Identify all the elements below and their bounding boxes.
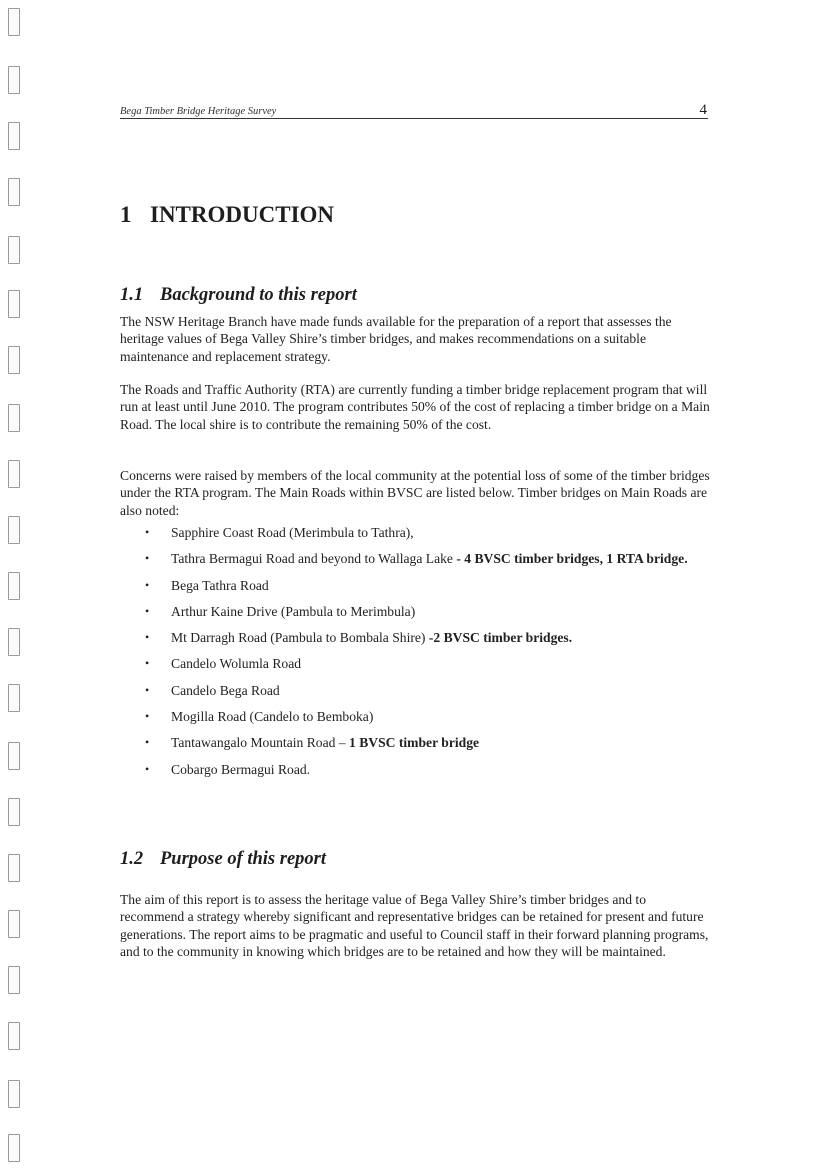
bullet-dot: • bbox=[145, 656, 150, 671]
road-name: Mogilla Road (Candelo to Bemboka) bbox=[171, 709, 374, 725]
binding-hole bbox=[8, 122, 20, 150]
binding-hole bbox=[8, 798, 20, 826]
bullet-dot: • bbox=[145, 761, 150, 776]
list-item bbox=[120, 655, 710, 673]
bullet-dot: • bbox=[145, 735, 150, 750]
binding-hole bbox=[8, 460, 20, 488]
binding-hole bbox=[8, 1080, 20, 1108]
list-item bbox=[120, 577, 710, 595]
binding-hole bbox=[8, 684, 20, 712]
binding-hole bbox=[8, 8, 20, 36]
bullet-dot: • bbox=[145, 630, 150, 645]
running-title: Bega Timber Bridge Heritage Survey bbox=[120, 106, 277, 117]
road-name: Candelo Bega Road bbox=[171, 682, 280, 698]
section-heading bbox=[120, 202, 334, 228]
binding-hole bbox=[8, 516, 20, 544]
list-item bbox=[120, 734, 710, 752]
list-item bbox=[120, 761, 710, 779]
purpose-paragraph: The aim of this report is to assess the heritage value of Bega Valley Shire’s timber bridges and to recommend a strategy whereby significant and representative bridges can be retained for present and future generations. The report aims to be pragmatic and useful to Council staff in their forward planning programs, and to the community in knowing which bridges are to be retained and how they will be maintained. bbox=[120, 892, 709, 959]
road-name: Tathra Bermagui Road and beyond to Wallaga Lake bbox=[171, 551, 457, 567]
bullet-dot: • bbox=[145, 682, 150, 697]
bullet-dot: • bbox=[145, 525, 150, 539]
road-name: Bega Tathra Road bbox=[171, 577, 269, 593]
binding-hole bbox=[8, 404, 20, 432]
subsection-heading-background bbox=[120, 285, 357, 306]
bridge-note: 1 BVSC timber bridge bbox=[349, 735, 480, 751]
background-paragraph-2: The Roads and Traffic Authority (RTA) are currently funding a timber bridge replacement program that will run at least until June 2010. The program contributes 50% of the cost of replacing a timber bridge on a Main Road. The local shire is to contribute the remaining 50% of the cost. bbox=[120, 382, 710, 432]
binding-hole bbox=[8, 1134, 20, 1162]
list-item bbox=[120, 708, 710, 726]
subsection-heading-purpose bbox=[120, 849, 326, 870]
bullet-dot: • bbox=[145, 551, 150, 566]
road-name: Sapphire Coast Road (Merimbula to Tathra), bbox=[171, 525, 414, 540]
binding-hole bbox=[8, 178, 20, 206]
list-item bbox=[120, 550, 710, 568]
binding-hole bbox=[8, 1022, 20, 1050]
bridge-note: - 4 BVSC timber bridges, 1 RTA bridge. bbox=[456, 551, 688, 567]
road-name: Tantawangalo Mountain Road – bbox=[171, 735, 349, 751]
road-name: Candelo Wolumla Road bbox=[171, 656, 302, 672]
road-name: Cobargo Bermagui Road. bbox=[171, 761, 311, 777]
binding-hole bbox=[8, 290, 20, 318]
list-item bbox=[120, 629, 710, 647]
main-roads-list bbox=[120, 524, 710, 787]
binding-hole bbox=[8, 854, 20, 882]
road-name: Mt Darragh Road (Pambula to Bombala Shire) bbox=[171, 630, 429, 646]
subsection-number: 1.1 bbox=[120, 285, 144, 305]
subsection-number: 1.2 bbox=[120, 849, 144, 869]
bullet-dot: • bbox=[145, 603, 150, 618]
binding-hole bbox=[8, 66, 20, 94]
section-title: INTRODUCTION bbox=[150, 202, 335, 227]
running-header bbox=[120, 98, 708, 119]
subsection-title: Background to this report bbox=[160, 285, 357, 305]
section-number: 1 bbox=[120, 202, 132, 227]
list-item bbox=[120, 682, 710, 700]
page-number: 4 bbox=[699, 102, 707, 118]
binding-hole bbox=[8, 572, 20, 600]
list-item bbox=[120, 603, 710, 621]
bullet-dot: • bbox=[145, 577, 150, 592]
background-paragraph-1: The NSW Heritage Branch have made funds available for the preparation of a report that assesses the heritage values of Bega Valley Shire’s timber bridges, and makes recommendations on a suitable maintenance and replacement strategy. bbox=[120, 314, 672, 364]
binding-hole bbox=[8, 628, 20, 656]
bullet-dot: • bbox=[145, 709, 150, 724]
binding-hole bbox=[8, 910, 20, 938]
list-item bbox=[120, 524, 710, 542]
background-paragraph-3: Concerns were raised by members of the local community at the potential loss of some of the timber bridges under the RTA program. The Main Roads within BVSC are listed below. Timber bridges on Main Roads are also noted: bbox=[120, 468, 710, 518]
binding-hole bbox=[8, 236, 20, 264]
binding-hole bbox=[8, 966, 20, 994]
binding-hole bbox=[8, 742, 20, 770]
road-name: Arthur Kaine Drive (Pambula to Merimbula) bbox=[171, 603, 416, 619]
binding-hole bbox=[8, 346, 20, 374]
bridge-note: -2 BVSC timber bridges. bbox=[428, 630, 573, 646]
subsection-title: Purpose of this report bbox=[160, 849, 327, 869]
